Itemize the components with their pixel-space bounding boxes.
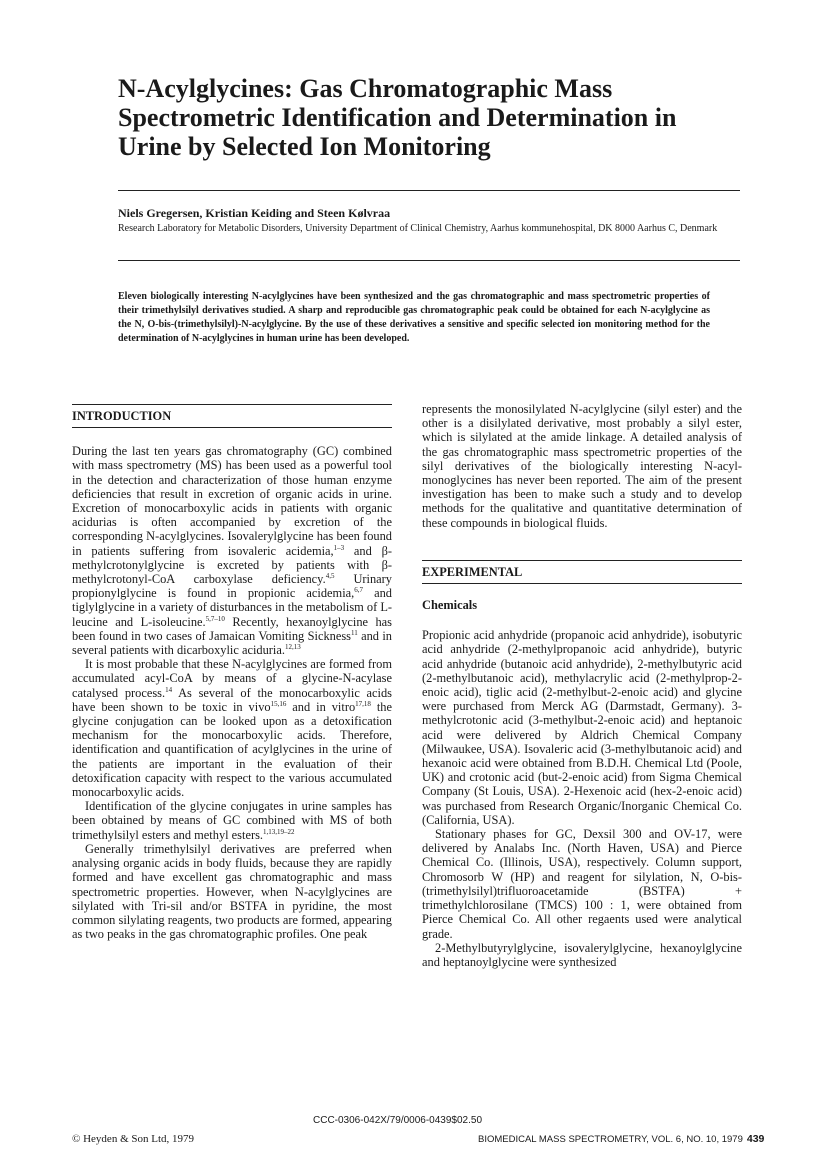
intro-paragraph-1: During the last ten years gas chromatography (GC) combined with mass spectrometry (MS) has been used as a powerful tool in the detection and characterization of those human enzyme deficiencies that result in excretion of organic acids in urine. Excretion of monocarboxylic acids in patients with organic acidurias is often accompanied by excretion of the corresponding N-acylglycines. Isovalerylglycine has been found in patients suffering from isovaleric acidemia,$^{1-3}$ and β-methylcrotonylglycine is excreted by patients with β-methylcrotonyl-CoA carboxylase deficiency.$^{4,5}$ Urinary propionylglycine is found in propionic acidemia,$^{6,7}$ and tiglylglycine in a variety of disturbances in the metabolism of L-leucine and L-isoleucine.$^{5,7-10}$ Recently, hexanoylglycine has been found in two cases of Jamaican Vomiting Sickness$^{11}$ and in several patients with dicarboxylic aciduria.$^{12,13}$ bbox=[72, 444, 393, 658]
article-code: CCC-0306-042X/79/0006-0439$02.50 bbox=[313, 1115, 483, 1126]
right-column bbox=[422, 402, 742, 969]
section-heading-experimental: EXPERIMENTAL bbox=[422, 560, 742, 584]
author-list: Niels Gregersen, Kristian Keiding and Steen Kølvraa bbox=[118, 206, 391, 220]
title-rule bbox=[118, 190, 740, 191]
journal-footer bbox=[478, 1133, 764, 1145]
chemicals-paragraph-3: 2-Methylbutyrylglycine, isovalerylglycine, hexanoylglycine and heptanoylglycine were synthesized bbox=[422, 940, 742, 969]
section-heading-introduction: INTRODUCTION bbox=[72, 404, 392, 428]
left-column bbox=[72, 404, 392, 941]
chemicals-paragraph-2: Stationary phases for GC, Dexsil 300 and OV-17, were delivered by Analabs Inc. (North Haven, USA) and Pierce Chemical Co. (Illinois, USA), respectively. Column support, Chromosorb W (HP) and reagent for silylation, N, O-bis-(trimethylsilyl)trifluoroacetamide (BSTFA) + trimethylchlorosilane (TMCS) 100 : 1, were obtained from Pierce Chemical Co. All other regaents used were analytical grade. bbox=[422, 827, 742, 941]
affiliation: Research Laboratory for Metabolic Disorders, University Department of Clinical Chemistry, Aarhus kommunehospital, DK 8000 Aarhus C, Denmark bbox=[118, 223, 718, 234]
chemicals-paragraph-1: Propionic acid anhydride (propanoic acid anhydride), isobutyric acid anhydride (2-methylpropanoic acid anhydride), butyric acid anhydride (butanoic acid anhydride), 2-methylbutyric acid (2-methylbutanoic acid), methylacrylic acid (2-methylprop-2-enoic acid), tiglic acid (2-methylbut-2-enoic acid) and glycine were purchased from Merck AG (Darmstadt, Germany). 3-methylcrotonic acid (3-methylbut-2-enoic acid) and heptanoic acid were delivered by Aldrich Chemical Company (Milwaukee, USA). Isovaleric acid (3-methylbutanoic acid) and hexanoic acid were obtained from B.D.H. Chemical Ltd (Poole, UK) and crotonic acid (but-2-enoic acid) from Sigma Chemical Company (St Louis, USA). 2-Hexenoic acid (hex-2-enoic acid) was purchased from Research Organic/Inorganic Chemical Co. (California, USA). bbox=[422, 628, 742, 827]
copyright: © Heyden & Son Ltd, 1979 bbox=[72, 1133, 195, 1145]
journal-citation: BIOMEDICAL MASS SPECTROMETRY, VOL. 6, NO. 10, 1979 bbox=[478, 1134, 743, 1145]
page-number: 439 bbox=[746, 1133, 765, 1145]
intro-paragraph-2: It is most probable that these N-acylglycines are formed from accumulated acyl-CoA by means of a glycine-N-acylase catalysed process.$^{14}$ As several of the monocarboxylic acids have been shown to be toxic in vivo$^{15,16}$ and in vitro$^{17,18}$ the glycine conjugation can be looked upon as a detoxification mechanism for the monocarboxylic acids. Therefore, identification and quantification of acylglycines in the urine of the patients are important in the evaluation of their detoxification capacity with respect to the various accumulated monocarboxylic acids. bbox=[72, 657, 392, 800]
subsection-heading-chemicals: Chemicals bbox=[422, 598, 478, 613]
abstract: Eleven biologically interesting N-acylglycines have been synthesized and the gas chromatographic and mass spectrometric properties of their trimethylsilyl derivatives studied. A sharp and reproducible gas chromatographic peak could be obtained for each N-acylglycine as the N, O-bis-(trimethylsilyl)-N-acylglycine. By the use of these derivatives a sensitive and specific selected ion monitoring method for the determination of N-acylglycines in human urine has been developed. bbox=[118, 291, 710, 344]
intro-paragraph-5: represents the monosilylated N-acylglycine (silyl ester) and the other is a disilylated derivative, most probably a silyl ester, which is silylated at the amide linkage. A detailed analysis of the gas chromatographic mass spectrometric properties of the silyl derivatives of the biologically interesting N-acyl-monoglycines has never been reported. The aim of the present investigation has been to make such a study and to develop methods for the qualitative and quantitative determination of these compounds in biological fluids. bbox=[422, 402, 742, 530]
article-title: N-Acylglycines: Gas Chromatographic Mass Spectrometric Identification and Determination in Urine by Selected Ion Monitoring bbox=[118, 74, 677, 161]
header-rule bbox=[118, 260, 740, 261]
intro-paragraph-3: Identification of the glycine conjugates in urine samples has been obtained by means of GC combined with MS of both trimethylsilyl esters and methyl esters.$^{1,13,19-22}$ bbox=[72, 799, 392, 842]
intro-paragraph-4: Generally trimethylsilyl derivatives are preferred when analysing organic acids in body fluids, because they are rapidly formed and have excellent gas chromatographic and mass spectrometric properties. However, when N-acylglycines are silylated with Tri-sil and/or BSTFA in pyridine, the most common silylating reagents, two products are formed, appearing as two peaks in the gas chromatographic profiles. One peak bbox=[72, 841, 392, 942]
